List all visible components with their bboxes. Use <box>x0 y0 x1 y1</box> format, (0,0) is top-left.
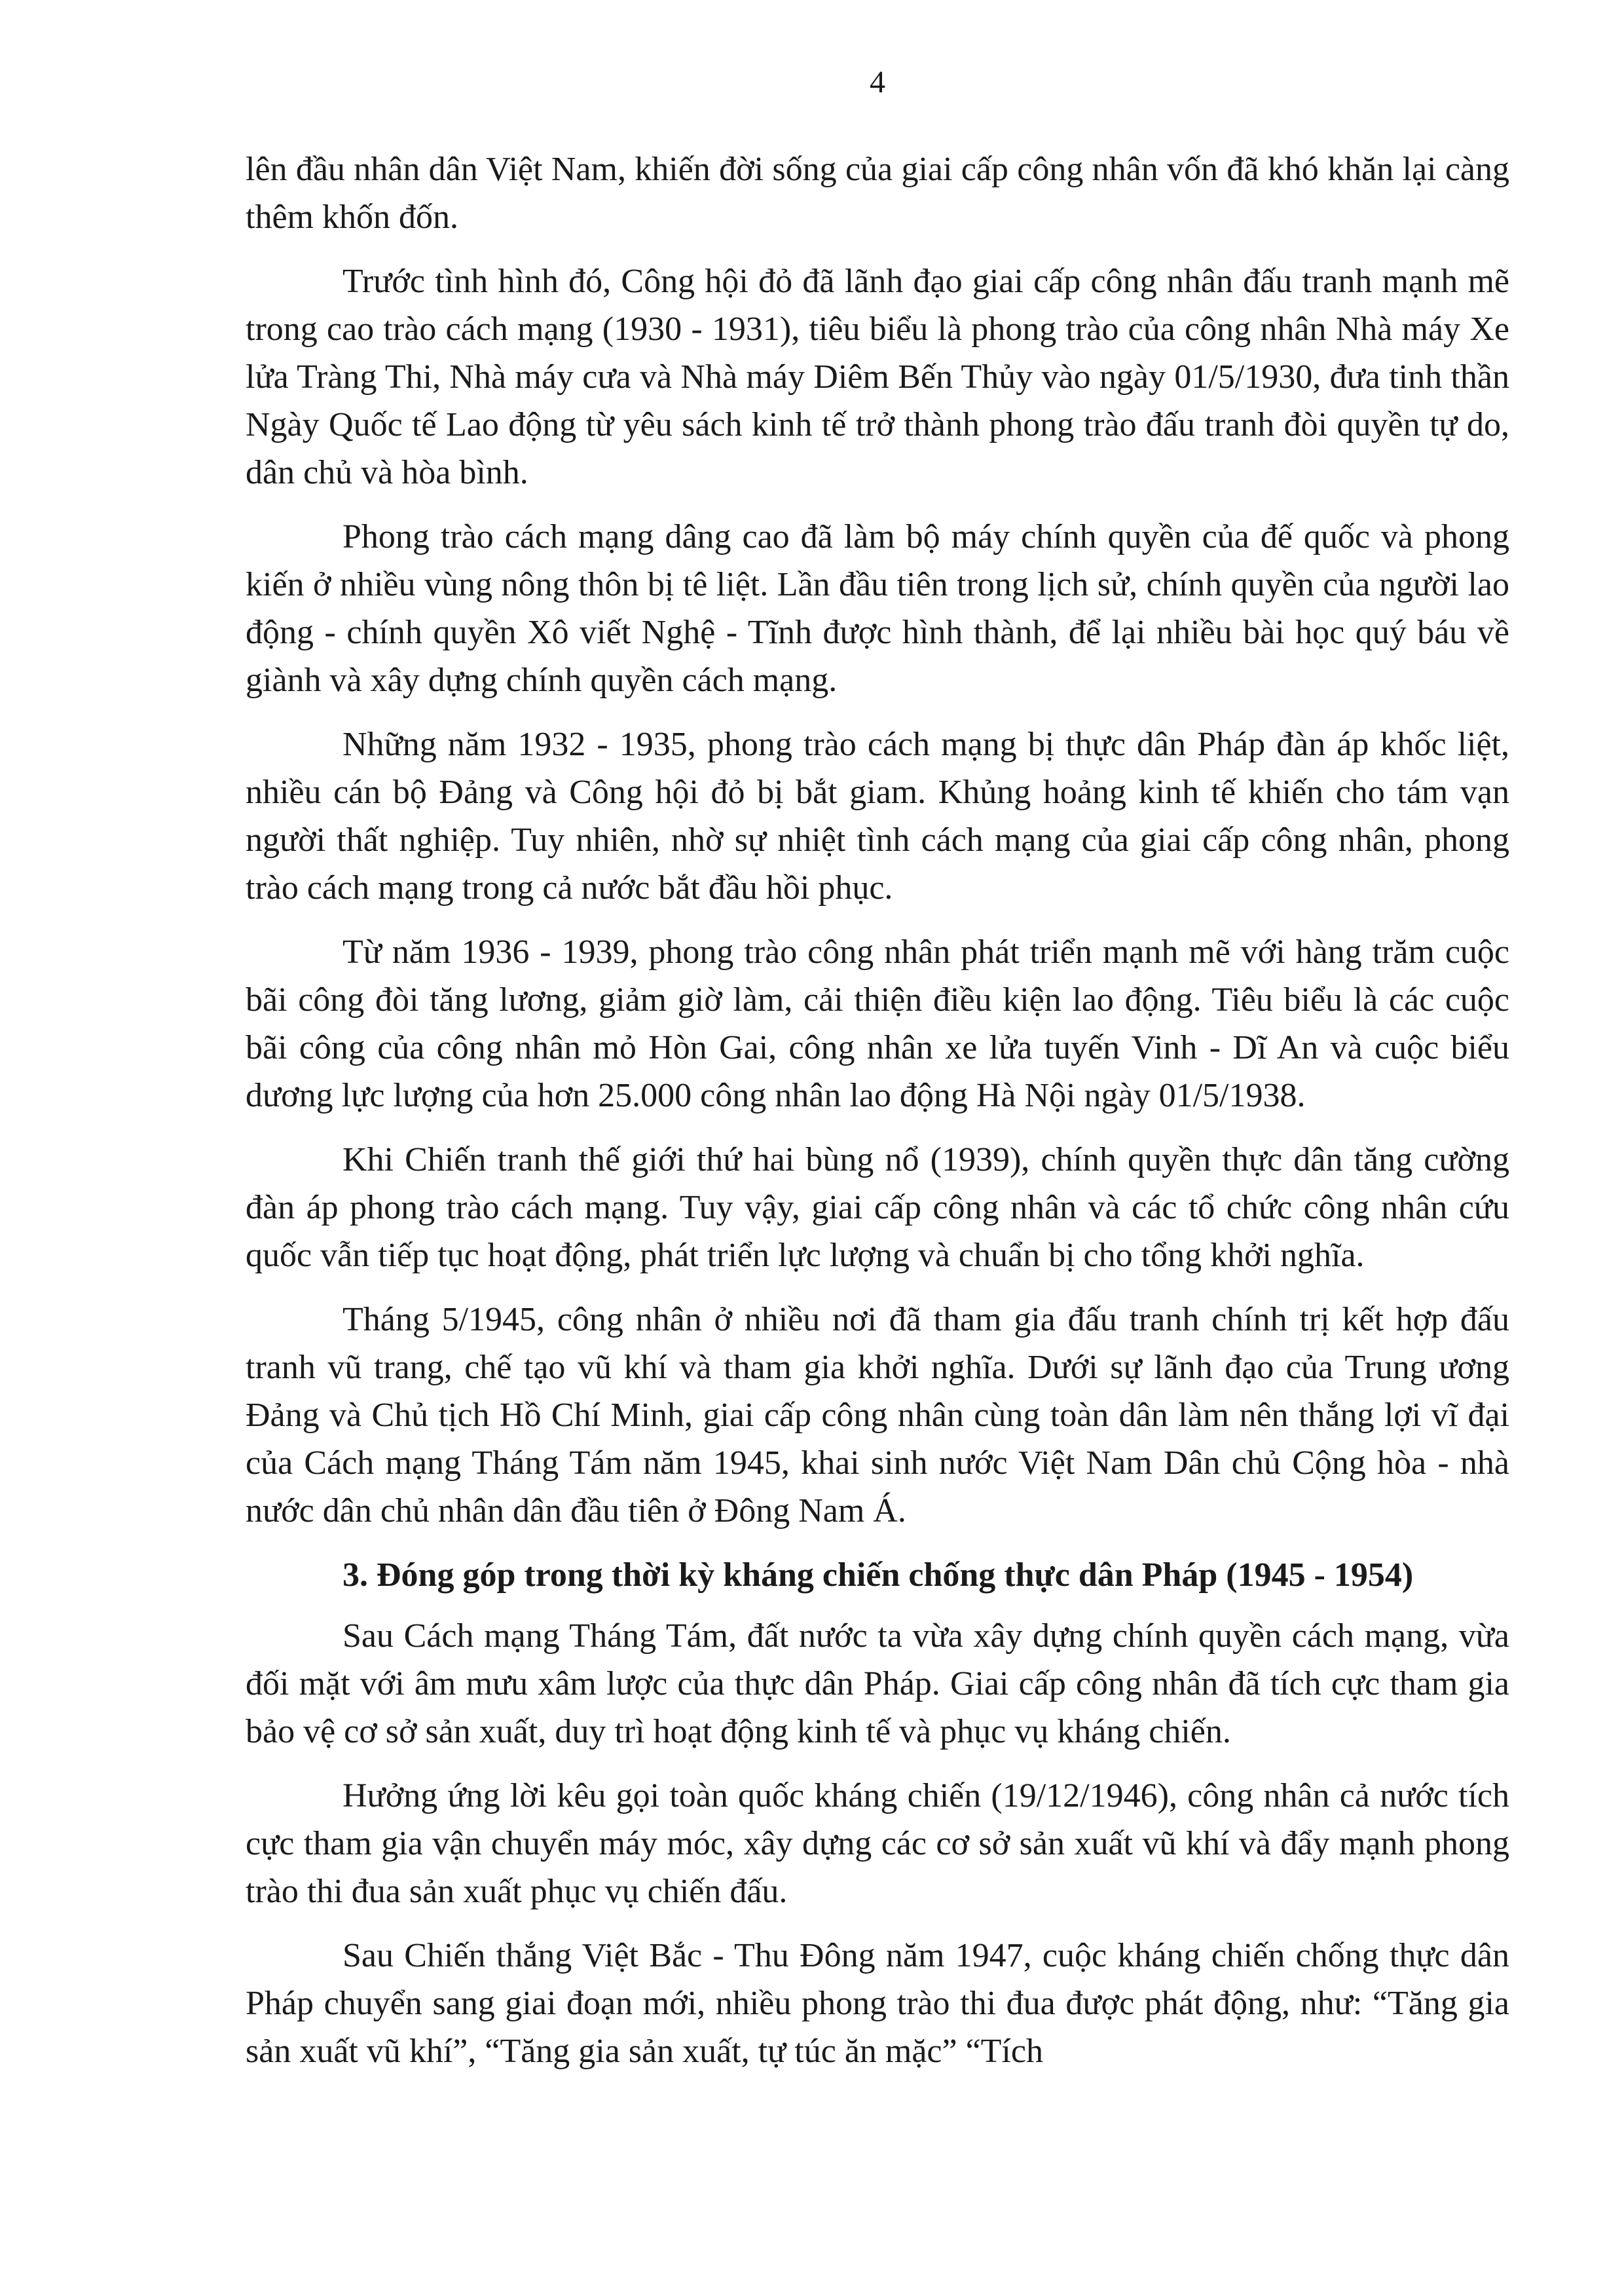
paragraph: Những năm 1932 - 1935, phong trào cách mạng bị thực dân Pháp đàn áp khốc liệt, nhiều cán bộ Đảng và Công hội đỏ bị bắt giam. Khủng hoảng kinh tế khiến cho tám vạn người thất nghiệp. Tuy nhiên, nhờ sự nhiệt tình cách mạng của giai cấp công nhân, phong trào cách mạng trong cả nước bắt đầu hồi phục. <box>246 726 1509 907</box>
paragraph: Phong trào cách mạng dâng cao đã làm bộ máy chính quyền của đế quốc và phong kiến ở nhiều vùng nông thôn bị tê liệt. Lần đầu tiên trong lịch sử, chính quyền của người lao động - chính quyền Xô viết Nghệ - Tĩnh được hình thành, để lại nhiều bài học quý báu về giành và xây dựng chính quyền cách mạng. <box>246 518 1509 699</box>
section-paragraph: Hưởng ứng lời kêu gọi toàn quốc kháng chiến (19/12/1946), công nhân cả nước tích cực tham gia vận chuyển máy móc, xây dựng các cơ sở sản xuất vũ khí và đẩy mạnh phong trào thi đua sản xuất phục vụ chiến đấu. <box>246 1777 1509 1910</box>
paragraph-continuation: lên đầu nhân dân Việt Nam, khiến đời sống của giai cấp công nhân vốn đã khó khăn lại càng thêm khốn đốn. <box>246 151 1509 236</box>
paragraph: Khi Chiến tranh thế giới thứ hai bùng nổ (1939), chính quyền thực dân tăng cường đàn áp phong trào cách mạng. Tuy vậy, giai cấp công nhân và các tổ chức công nhân cứu quốc vẫn tiếp tục hoạt động, phát triển lực lượng và chuẩn bị cho tổng khởi nghĩa. <box>246 1141 1509 1274</box>
paragraph: Tháng 5/1945, công nhân ở nhiều nơi đã tham gia đấu tranh chính trị kết hợp đấu tranh vũ trang, chế tạo vũ khí và tham gia khởi nghĩa. Dưới sự lãnh đạo của Trung ương Đảng và Chủ tịch Hồ Chí Minh, giai cấp công nhân cùng toàn dân làm nên thắng lợi vĩ đại của Cách mạng Tháng Tám năm 1945, khai sinh nước Việt Nam Dân chủ Cộng hòa - nhà nước dân chủ nhân dân đầu tiên ở Đông Nam Á. <box>246 1301 1509 1530</box>
section-paragraph: Sau Chiến thắng Việt Bắc - Thu Đông năm 1947, cuộc kháng chiến chống thực dân Pháp chuyển sang giai đoạn mới, nhiều phong trào thi đua được phát động, như: “Tăng gia sản xuất vũ khí”, “Tăng gia sản xuất, tự túc ăn mặc” “Tích <box>246 1937 1509 2070</box>
paragraph: Trước tình hình đó, Công hội đỏ đã lãnh đạo giai cấp công nhân đấu tranh mạnh mẽ trong cao trào cách mạng (1930 - 1931), tiêu biểu là phong trào của công nhân Nhà máy Xe lửa Tràng Thi, Nhà máy cưa và Nhà máy Diêm Bến Thủy vào ngày 01/5/1930, đưa tinh thần Ngày Quốc tế Lao động từ yêu sách kinh tế trở thành phong trào đấu tranh đòi quyền tự do, dân chủ và hòa bình. <box>246 263 1509 491</box>
section-paragraph: Sau Cách mạng Tháng Tám, đất nước ta vừa xây dựng chính quyền cách mạng, vừa đối mặt với âm mưu xâm lược của thực dân Pháp. Giai cấp công nhân đã tích cực tham gia bảo vệ cơ sở sản xuất, duy trì hoạt động kinh tế và phục vụ kháng chiến. <box>246 1617 1509 1750</box>
body-text <box>246 145 1509 2092</box>
paragraph: Từ năm 1936 - 1939, phong trào công nhân phát triển mạnh mẽ với hàng trăm cuộc bãi công đòi tăng lương, giảm giờ làm, cải thiện điều kiện lao động. Tiêu biểu là các cuộc bãi công của công nhân mỏ Hòn Gai, công nhân xe lửa tuyến Vinh - Dĩ An và cuộc biểu dương lực lượng của hơn 25.000 công nhân lao động Hà Nội ngày 01/5/1938. <box>246 933 1509 1114</box>
section-heading: 3. Đóng góp trong thời kỳ kháng chiến chống thực dân Pháp (1945 - 1954) <box>342 1556 1414 1594</box>
page-number: 4 <box>870 65 885 100</box>
